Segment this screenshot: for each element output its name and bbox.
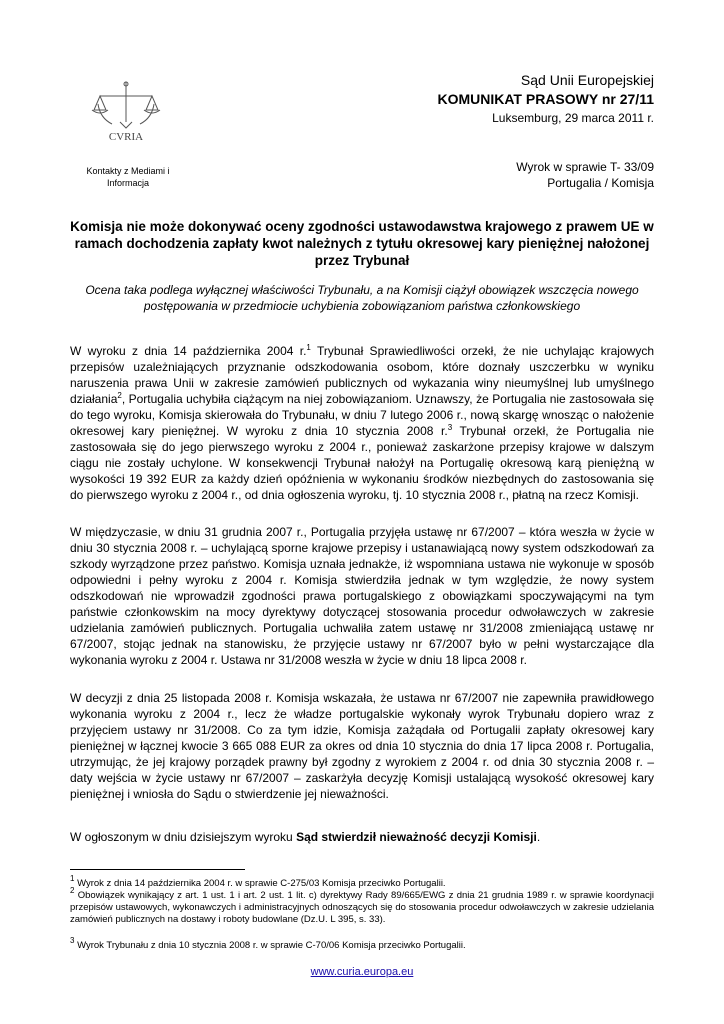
footnote-divider	[70, 869, 245, 870]
press-title: Komisja nie może dokonywać oceny zgodności ustawodawstwa krajowego z prawem UE w ramach dochodzenia zapłaty kwot należnych z tytułu okresowej kary pieniężnej nałożonej przez Trybunał	[70, 219, 654, 268]
paragraph-2: W międzyczasie, w dniu 31 grudnia 2007 r., Portugalia przyjęła ustawę nr 67/2007 – która weszła w życie w dniu 30 stycznia 2008 r. – uchylającą sporne krajowe przepisy i ustanawiającą nowy system odszkodowań za szkody wyrządzone przez państwo. Komisja uznała jednakże, iż wspomniana ustawa nie wykonuje w sposób odpowiedni i pełny wyroku z 2004 r. Komisja stwierdziła jednak w tym względzie, że nowy system odszkodowań nie wprowadził zgodności prawa portugalskiego z obowiązkami spoczywającymi na tym państwie członkowskim na mocy dyrektywy dotyczącej stosowania procedur odwoławczych w zakresie udzielania zamówień publicznych. Portugalia uchwaliła zatem ustawę nr 31/2008 zmieniającą ustawę nr 67/2007, stojąc jednak na stanowisku, że przyjęcie ustawy nr 67/2007 było w pełni wystarczające dla wykonania wyroku z 2004 r. Ustawa nr 31/2008 weszła w życie w dniu 18 lipca 2008 r.	[70, 525, 654, 667]
footnote-2: $^2$ Obowiązek wynikający z art. 1 ust. 1 i art. 2 ust. 1 lit. c) dyrektywy Rady 89/665/EWG z dnia 21 grudnia 1989 r. w sprawie koordynacji przepisów ustawowych, wykonawczych i administracyjnych odnoszących się do stosowania procedur odwoławczych w zakresie udzielania zamówień publicznych na dostawy i roboty budowlane (Dz.U. L 395, s. 33).	[70, 886, 654, 925]
logo-text: CVRIA	[108, 131, 144, 143]
case-parties: Portugalia / Komisja	[547, 176, 654, 190]
footnote-ref-1[interactable]: 1	[306, 343, 311, 352]
footnote-3: $^3$ Wyrok Trybunału z dnia 10 stycznia 2008 r. w sprawie C-70/06 Komisja przeciwko Portugalii.	[70, 936, 466, 951]
case-reference: Wyrok w sprawie T- 33/09	[516, 160, 654, 174]
press-subtitle: Ocena taka podlega wyłącznej właściwości Trybunału, a na Komisji ciążył obowiązek wszczęcia nowego postępowania w przedmiocie uchybienia zobowiązaniom państwa członkowskiego	[85, 283, 639, 313]
press-release-number: KOMUNIKAT PRASOWY nr 27/11	[437, 91, 654, 107]
ruling-emphasis: Sąd stwierdził nieważność decyzji Komisji	[296, 830, 537, 844]
paragraph-4: W ogłoszonym w dniu dzisiejszym wyroku Sąd stwierdził nieważność decyzji Komisji.	[70, 830, 541, 844]
curia-logo	[86, 78, 166, 148]
court-name: Sąd Unii Europejskiej	[520, 72, 654, 88]
footnote-ref-2[interactable]: 2	[117, 391, 122, 400]
paragraph-1: W wyroku z dnia 14 października 2004 r.$^1$ Trybunał Sprawiedliwości orzekł, że nie uchylając krajowych przepisów uzależniających przyznanie odszkodowania osobom, które doznały uszczerbku w wyniku naruszenia prawa Unii w zakresie zamówień publicznych od wykazania winy nieumyślnej lub umyślnego działania$^2$, Portugalia uchybiła ciążącym na niej zobowiązaniom. Uznawszy, że Portugalia nie zastosowała się do tego wyroku, Komisja skierowała do Trybunału, w dniu 7 lutego 2006 r., nową skargę wnosząc o nałożenie okresowej kary pieniężnej. W wyroku z dnia 10 stycznia 2008 r.$^3$ Trybunał orzekł, że Portugalia nie zastosowała się do jego pierwszego wyroku z 2004 r., ponieważ zaskarżone przepisy krajowe w dalszym ciągu nie zostały uchylone. W konsekwencji Trybunał nałożył na Portugalię okresową karą pieniężną w wysokości 19 392 EUR za każdy dzień opóźnienia w wykonaniu środków niezbędnych do zastosowania się do pierwszego wyroku z 2004 r., od dnia ogłoszenia wyroku, tj. 10 stycznia 2008 r., płatną na rzecz Komisji.	[70, 343, 654, 502]
media-contacts-label: Kontakty z Mediami i Informacja	[86, 166, 170, 188]
footnote-ref-3[interactable]: 3	[447, 423, 453, 432]
place-date: Luksemburg, 29 marca 2011 r.	[492, 111, 654, 125]
curia-website-link[interactable]: www.curia.europa.eu	[310, 966, 414, 978]
footnote-1: $^1$ Wyrok z dnia 14 października 2004 r. w sprawie C-275/03 Komisja przeciwko Portugalii.	[70, 874, 446, 889]
paragraph-3: W decyzji z dnia 25 listopada 2008 r. Komisja wskazała, że ustawa nr 67/2007 nie zapewniła prawidłowego wykonania wyroku z 2004 r., lecz że władze portugalskie wykonały wyrok Trybunału dopiero wraz z przyjęciem ustawy nr 31/2008. Co za tym idzie, Komisja zażądała od Portugalii zapłaty okresowej kary pieniężnej w łącznej kwocie 3 665 088 EUR za okres od dnia 10 stycznia do dnia 17 lipca 2008 r. Portugalia, utrzymując, że jej krajowy porządek prawny był zgodny z wyrokiem z 2004 r. od dnia 30 stycznia 2008 r. – daty wejścia w życie ustawy nr 67/2007 – zaskarżyła decyzję Komisji ustalającą wysokość okresowej kary pieniężnej i wniosła do Sądu o stwierdzenie jej nieważności.	[70, 691, 654, 801]
footer	[0, 966, 724, 978]
